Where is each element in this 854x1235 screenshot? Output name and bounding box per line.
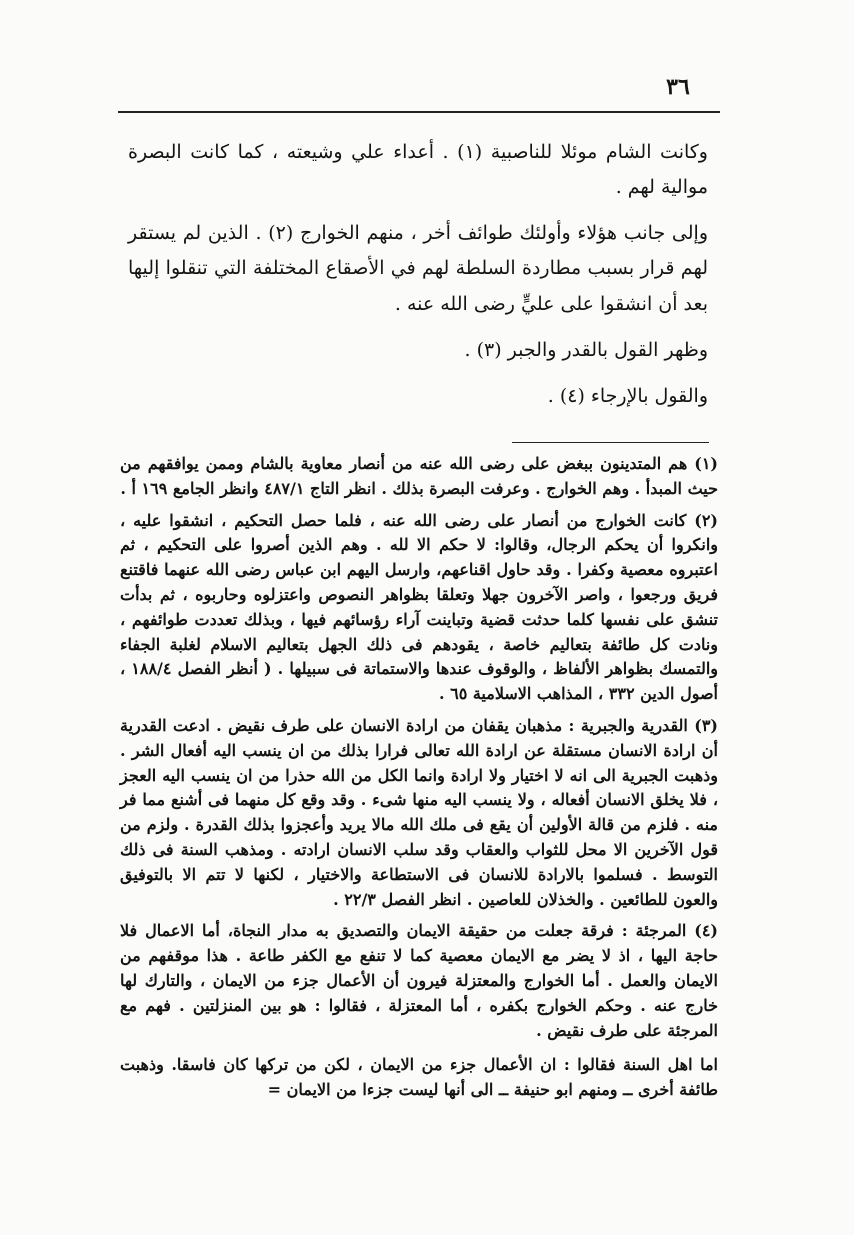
footnote-3: (٣) القدرية والجبرية : مذهبان يقفان من ارادة الانسان على طرف نقيض . ادعت القدرية أن ارادة الانسان مستقلة عن ارادة الله تعالى فرارا بذلك من ان ينسب اليه أفعال الشر . وذهبت الجبرية الى انه لا اختيار ولا ارادة وانما الكل من الله حذرا من ان ينسب اليه العجز ، فلا يخلق الانسان أفعاله ، ولا ينسب اليه منها شىء . وقد وقع كل منهما فى أشنع مما فر منه . فلزم من قالة الأولين أن يقع فى ملك الله مالا يريد وأعجزوا بذلك القدرة . ولزم من قول الآخرين الا محل للثواب والعقاب وقد سلب الانسان ارادته . ومذهب السنة فى ذلك التوسط . فسلموا بالارادة للانسان فى الاستطاعة والاختيار ، لكنها لا تتم الا بالتوفيق والعون للطائعين . والخذلان للعاصين . انظر الفصل ٢٢/٣ .: [120, 715, 718, 909]
footnote-4: (٤) المرجئة : فرقة جعلت من حقيقة الايمان والتصديق به مدار النجاة، أما الاعمال فلا حاجة اليها ، اذ لا يضر مع الايمان معصية كما لا تنفع مع الكفر طاعة . هذا موقفهم من الايمان والعمل . أما الخوارج والمعتزلة فيرون أن الأعمال جزء من الايمان ، والتارك لها خارج عنه . وحكم الخوارج بكفره ، أما المعتزلة ، فقالوا : هو بين المنزلتين . فهم مع المرجئة على طرف نقيض .: [120, 921, 719, 1040]
footnote-4-continuation: اما اهل السنة فقالوا : ان الأعمال جزء من الايمان ، لكن من تركها كان فاسقا. وذهبت طائفة أخرى ــ ومنهم ابو حنيفة ــ الى أنها ليست جزءا من الايمان =: [120, 1055, 718, 1100]
main-paragraph-3: وظهر القول بالقدر والجبر (٣) .: [464, 338, 708, 361]
page-number: ٣٦: [666, 74, 690, 100]
footnotes: [120, 452, 718, 1110]
footnote-separator: [512, 442, 709, 443]
main-paragraph-1: وكانت الشام موئلا للناصبية (١) . أعداء علي وشيعته ، كما كانت البصرة موالية لهم .: [128, 141, 708, 199]
footnote-1: (١) هم المتدينون ببغض على رضى الله عنه من أنصار معاوية بالشام وممن يوافقهم من حيث المبدأ . وهم الخوارج . وعرفت البصرة بذلك . انظر التاج ٤٨٧/١ وانظر الجامع ١٦٩ أ .: [120, 454, 718, 498]
main-paragraph-4: والقول بالإرجاء (٤) .: [547, 384, 708, 407]
footnote-2: (٢) كانت الخوارج من أنصار على رضى الله عنه ، فلما حصل التحكيم ، انشقوا عليه ، وانكروا أن يحكم الرجال، وقالوا: لا حكم الا لله . وهم الذين أصروا على التحكيم ، ثم اعتبروه معصية وكفرا . وقد حاول اقناعهم، وارسل اليهم ابن عباس رضى الله عنهما فاقتنع فريق ورجعوا ، واصر الآخرون جهلا وتعلقا بظواهر النصوص واعتزلوه وحاربوه ، ثم بدأت تنشق على نفسها كلما حدثت قضية وتباينت آراء رؤسائهم فيها ، وبذلك تعددت طوائفهم ، ونادت كل طائفة بتعاليم خاصة ، يقودهم فى ذلك الجهل بتعاليم الاسلام لغلبة الجفاء والتمسك بظواهر الألفاظ ، والوقوف عندها والاستماتة فى سبيلها . ( أنظر الفصل ١٨٨/٤ ، أصول الدين ٣٣٢ ، المذاهب الاسلامية ٦٥ .: [120, 510, 719, 704]
main-text: [128, 135, 708, 425]
main-paragraph-2: وإلى جانب هؤلاء وأولئك طوائف أخر ، منهم الخوارج (٢) . الذين لم يستقر لهم قرار بسبب مطاردة السلطة لهم في الأصقاع المختلفة التي تنقلوا إليها بعد أن انشقوا على عليٍّ رضى الله عنه .: [128, 222, 708, 315]
header-rule: [118, 111, 720, 113]
